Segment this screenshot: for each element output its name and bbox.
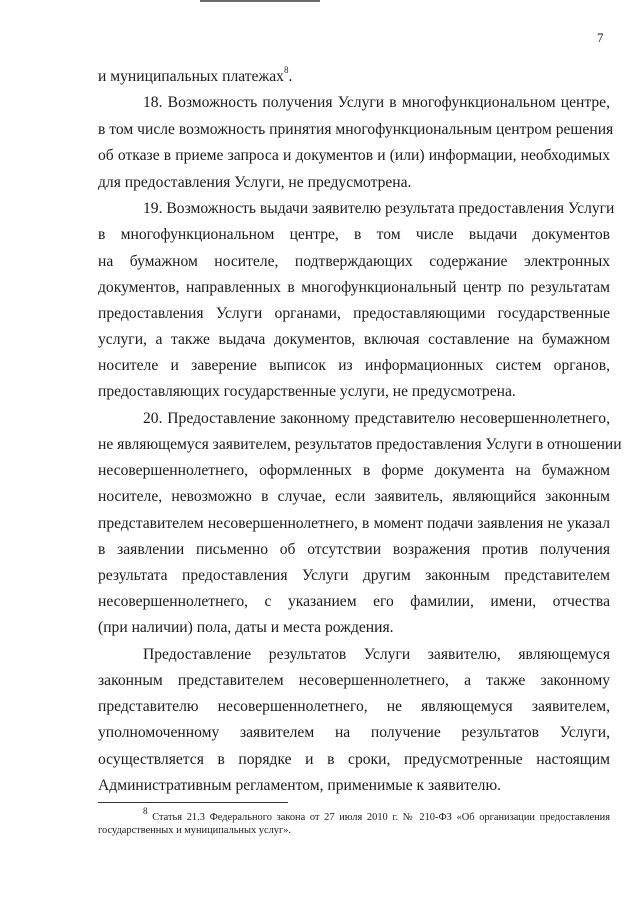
text-line: законным представителем несовершеннолетнего, а также законному [98,672,610,689]
text-line: результата предоставления Услуги другим законным представителем [98,567,610,584]
text-line: в том числе возможность принятия многофункциональным центром решения [98,121,614,138]
footnote-text: Статья 21.3 Федерального закона от 27 июля 2010 г. № 210-ФЗ «Об организации предоставления [152,812,610,823]
text-line: в заявлении письменно об отсутствии возражения против получения [98,541,610,558]
text-line: для предоставления Услуги, не предусмотрена. [98,174,412,191]
footnote-line: государственных и муниципальных услуг». [98,825,292,836]
text-fragment: и муниципальных платежах [98,68,284,85]
text-line: несовершеннолетнего, с указанием его фамилии, имени, отчества [98,593,610,610]
text-line: предоставления Услуги органами, предоставляющими государственные [98,305,610,322]
text-line: осуществляется в порядке и в сроки, предусмотренные настоящим [98,751,610,768]
text-line: в многофункциональном центре, в том числе выдачи документов [98,226,610,243]
page-number: 7 [597,30,604,45]
footnote-separator [98,802,288,803]
footnote-line [143,805,610,824]
footnote-reference: 8 [283,64,289,75]
footnote-marker: 8 [143,805,148,816]
text-line: об отказе в приеме запроса и документов и (или) информации, необходимых [98,147,610,164]
text-line: (при наличии) пола, даты и места рождения. [98,619,394,636]
text-line: 18. Возможность получения Услуги в многофункциональном центре, [143,94,610,111]
text-line: на бумажном носителе, подтверждающих содержание электронных [98,253,610,270]
text-fragment: . [288,68,293,85]
text-line: уполномоченному заявителем на получение результатов Услуги, [98,724,610,741]
text-line: 20. Предоставление законному представителю несовершеннолетнего, [143,410,610,427]
text-line: представителем несовершеннолетнего, в момент подачи заявления не указал [98,515,610,532]
text-line [98,64,610,86]
text-line: носителе, невозможно в случае, если заявитель, являющийся законным [98,488,610,505]
text-line: не являющемуся заявителем, результатов предоставления Услуги в отношении [98,436,622,453]
text-line: документов, направленных в многофункциональный центр по результатам [98,279,610,296]
text-line: несовершеннолетнего, оформленных в форме документа на бумажном [98,462,610,479]
text-line: 19. Возможность выдачи заявителю результата предоставления Услуги [143,200,615,217]
text-line: представителю несовершеннолетнего, не являющемуся заявителем, [98,698,610,715]
text-line: Предоставление результатов Услуги заявителю, являющемуся [143,646,610,663]
text-line: Административным регламентом, применимые к заявителю. [98,777,502,794]
text-line: носителе и заверение выписок из информационных систем органов, [98,357,610,374]
text-line: услуги, а также выдача документов, включая составление на бумажном [98,331,610,348]
text-line: предоставляющих государственные услуги, не предусмотрена. [98,383,516,400]
